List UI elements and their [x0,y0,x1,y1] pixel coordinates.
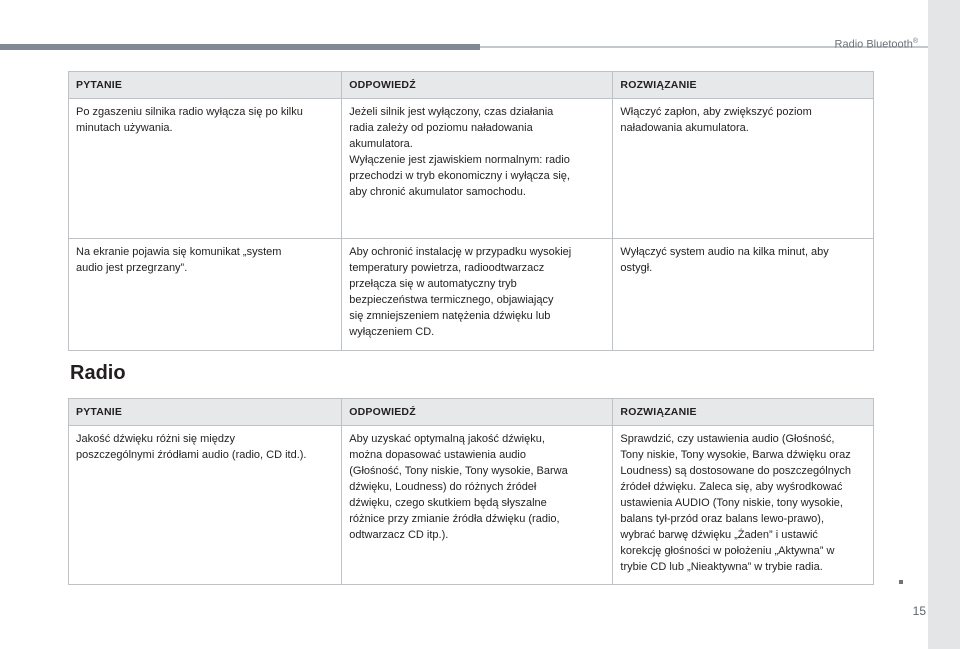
answer-cell: Jeżeli silnik jest wyłączony, czas działania radia zależy od poziomu naładowania akumulatora. Wyłączenie jest zjawiskiem normalnym: radio przechodzi w tryb ekonomiczny i wyłącza się, aby chronić akumulator samochodu. [342,99,613,239]
table-header-row [69,72,874,99]
solution-cell: Sprawdzić, czy ustawienia audio (Głośność, Tony niskie, Tony wysokie, Barwa dźwięku oraz Loudness) są dostosowane do poszczególnych źródeł dźwięku. Zaleca się, aby wyśrodkować ustawienia AUDIO (Tony niskie, tony wysokie, balans tył-przód oraz balans lewo-prawo), wybrać barwę dźwięku „Żaden” i ustawić korekcję głośności w położeniu „Aktywna” w trybie CD lub „Nieaktywna” w trybie radia. [613,426,874,585]
question-cell: Po zgaszeniu silnika radio wyłącza się po kilku minutach używania. [69,99,342,239]
answer-cell: Aby uzyskać optymalną jakość dźwięku, można dopasować ustawienia audio (Głośność, Tony niskie, Tony wysokie, Barwa dźwięku, Loudness) do różnych źródeł dźwięku, czego skutkiem będą słyszalne różnice przy zmianie źródła dźwięku (radio, odtwarzacz CD itp.). [342,426,613,585]
page-number: 15 [912,604,926,618]
header-solution: ROZWIĄZANIE [613,399,874,426]
question-cell: Jakość dźwięku różni się między poszczególnymi źródłami audio (radio, CD itd.). [69,426,342,585]
header-solution: ROZWIĄZANIE [613,72,874,99]
faq-table-general [68,71,874,351]
table-row [69,99,874,239]
header-answer: ODPOWIEDŹ [342,399,613,426]
page-marker [899,580,903,584]
table-row [69,426,874,585]
solution-cell: Włączyć zapłon, aby zwiększyć poziom naładowania akumulatora. [613,99,874,239]
header-question: PYTANIE [69,72,342,99]
header-question: PYTANIE [69,399,342,426]
page-header-title: Radio Bluetooth® [834,38,918,51]
section-title-radio: Radio [70,362,126,384]
answer-cell: Aby ochronić instalację w przypadku wysokiej temperatury powietrza, radioodtwarzacz przełącza się w automatyczny tryb bezpieczeństwa termicznego, objawiający się zmniejszeniem natężenia dźwięku lub wyłączeniem CD. [342,239,613,351]
header-answer: ODPOWIEDŹ [342,72,613,99]
solution-cell: Wyłączyć system audio na kilka minut, aby ostygł. [613,239,874,351]
page-edge-strip [928,0,960,649]
table-row [69,239,874,351]
header-rule-dark [0,44,480,50]
question-cell: Na ekranie pojawia się komunikat „system audio jest przegrzany”. [69,239,342,351]
faq-table-radio [68,398,874,585]
table-header-row [69,399,874,426]
